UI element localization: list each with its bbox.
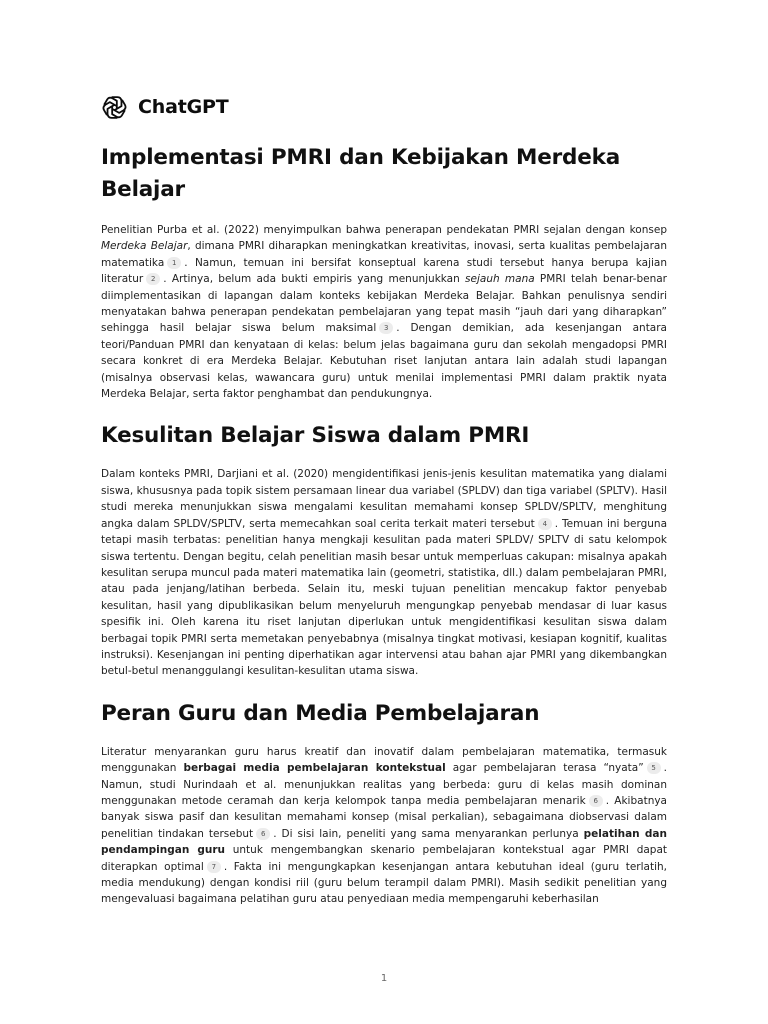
citation-badge[interactable]: 1 xyxy=(167,257,181,269)
section-heading: Implementasi PMRI dan Kebijakan Merdeka Belajar xyxy=(101,145,621,202)
section-heading: Peran Guru dan Media Pembelajaran xyxy=(101,700,540,726)
citation-badge[interactable]: 3 xyxy=(379,322,393,334)
page-number: 1 xyxy=(380,973,388,984)
citation-badge[interactable]: 6 xyxy=(589,795,603,807)
citation-badge[interactable]: 2 xyxy=(146,273,160,285)
section-paragraph: Penelitian Purba et al. (2022) menyimpulkan bahwa penerapan pendekatan PMRI sejalan dengan konsep Merdeka Belajar, dimana PMRI diharapkan meningkatkan kreativitas, inovasi, serta kualitas pembelajaran matematika 1 . Namun, temuan ini bersifat konseptual karena studi tersebut hanya berupa kajian literatur 2 . Artinya, belum ada bukti empiris yang menunjukkan sejauh mana PMRI telah benar-benar diimplementasikan di lapangan dalam konteks kebijakan Merdeka Belajar. Bahkan penulisnya sendiri menyatakan bahwa penerapan pendekatan pembelajaran yang tepat masih “jauh dari yang diharapkan” sehingga hasil belajar siswa belum maksimal 3 . Dengan demikian, ada kesenjangan antara teori/Panduan PMRI dan kenyataan di kelas: belum jelas bagaimana guru dan sekolah mengadopsi PMRI secara konkret di era Merdeka Belajar. Kebutuhan riset lanjutan antara lain adalah studi lapangan (misalnya observasi kelas, wawancara guru) untuk menilai implementasi PMRI dalam praktik nyata Merdeka Belajar, serta faktor penghambat dan pendukungnya. xyxy=(101,224,668,401)
section-heading: Kesulitan Belajar Siswa dalam PMRI xyxy=(101,423,530,449)
citation-badge[interactable]: 6 xyxy=(256,828,270,840)
brand-name: ChatGPT xyxy=(138,96,229,118)
openai-logo-icon xyxy=(101,94,128,121)
citation-badge[interactable]: 7 xyxy=(207,861,221,873)
document-page xyxy=(101,92,667,908)
section-paragraph: Literatur menyarankan guru harus kreatif dan inovatif dalam pembelajaran matematika, termasuk menggunakan berbagai media pembelajaran kontekstual agar pembelajaran terasa “nyata” 5 . Namun, studi Nurindaah et al. menunjukkan realitas yang berbeda: guru di kelas masih dominan menggunakan metode ceramah dan kerja kelompok tanpa media pembelajaran menarik 6 . Akibatnya banyak siswa pasif dan kesulitan memahami konsep (misal perkalian), sebagaimana diobservasi dalam penelitian tindakan tersebut 6 . Di sisi lain, peneliti yang sama menyarankan perlunya pelatihan dan pendampingan guru untuk mengembangkan skenario pembelajaran kontekstual agar PMRI dapat diterapkan optimal 7 . Fakta ini mengungkapkan kesenjangan antara kebutuhan ideal (guru terlatih, media mendukung) dengan kondisi riil (guru belum terampil dalam PMRI). Masih sedikit penelitian yang mengevaluasi bagaimana pelatihan guru atau penyediaan media mempengaruhi keberhasilan xyxy=(101,745,668,906)
citation-badge[interactable]: 5 xyxy=(647,762,661,774)
citation-badge[interactable]: 4 xyxy=(538,518,552,530)
brand-header xyxy=(101,92,667,122)
section-paragraph: Dalam konteks PMRI, Darjiani et al. (2020) mengidentifikasi jenis-jenis kesulitan matematika yang dialami siswa, khususnya pada topik sistem persamaan linear dua variabel (SPLDV) dan tiga variabel (SPLTV). Hasil studi mereka menunjukkan siswa mengalami kesulitan memahami konsep SPLDV/SPLTV, menghitung angka dalam SPLDV/SPLTV, serta memecahkan soal cerita terkait materi tersebut 4 . Temuan ini berguna tetapi masih terbatas: penelitian hanya mengkaji kesulitan pada materi SPLDV/ SPLTV di satu kelompok siswa tertentu. Dengan begitu, celah penelitian masih besar untuk memperluas cakupan: misalnya apakah kesulitan serupa muncul pada materi matematika lain (geometri, statistika, dll.) dalam pembelajaran PMRI, atau pada jenjang/latihan berbeda. Selain itu, meski tujuan penelitian mencakup faktor penyebab kesulitan, hasil yang dipublikasikan belum menyeluruh mengungkap penyebab mendasar di luar kasus spesifik ini. Oleh karena itu riset lanjutan diperlukan untuk mengidentifikasi kesulitan siswa dalam berbagai topik PMRI serta memetakan penyebabnya (misalnya tingkat motivasi, kesiapan kognitif, kualitas instruksi). Kesenjangan ini penting diperhatikan agar intervensi atau bahan ajar PMRI yang dikembangkan betul-betul menanggulangi kesulitan-kesulitan utama siswa. xyxy=(101,468,667,678)
